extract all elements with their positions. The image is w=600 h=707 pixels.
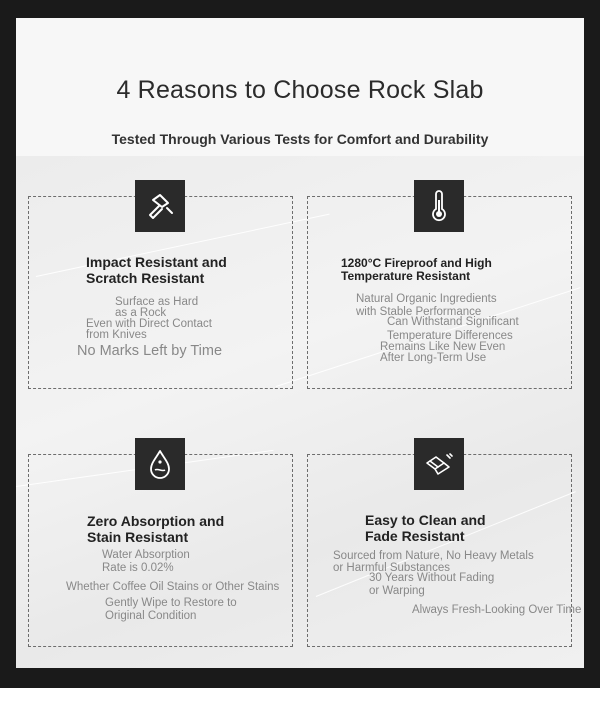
- card-heading-line: Temperature Resistant: [341, 269, 471, 283]
- card-text-line: Water Absorption: [102, 549, 190, 561]
- card-text-line: Always Fresh-Looking Over Time: [412, 604, 582, 616]
- feature-icon-box: [135, 438, 185, 490]
- water-drop-icon: [145, 448, 175, 480]
- hammer-icon: [145, 191, 175, 221]
- card-heading-line: Scratch Resistant: [86, 270, 205, 286]
- card-text-line: Whether Coffee Oil Stains or Other Stains: [66, 581, 280, 593]
- card-text-line: Surface as Hard: [115, 296, 199, 308]
- card-text-line: from Knives: [86, 329, 147, 341]
- card-heading-line: Zero Absorption and: [87, 513, 225, 529]
- thermometer-icon: [424, 190, 454, 222]
- card-text-line: Gently Wipe to Restore to: [105, 597, 237, 609]
- feature-icon-box: [414, 438, 464, 490]
- card-heading-line: Fade Resistant: [365, 528, 465, 544]
- card-heading-line: Easy to Clean and: [365, 512, 486, 528]
- header: [16, 18, 584, 156]
- card-highlight: No Marks Left by Time: [77, 343, 223, 359]
- page-subtitle: Tested Through Various Tests for Comfort and Durability: [111, 131, 489, 147]
- card-text-line: Can Withstand Significant: [387, 316, 519, 328]
- bottom-border: [16, 668, 584, 688]
- card-heading-line: Stain Resistant: [87, 529, 189, 545]
- card-text-line: or Harmful Substances: [333, 562, 450, 574]
- card-text-line: Original Condition: [105, 610, 197, 622]
- card-text-line: Even with Direct Contact: [86, 318, 212, 330]
- card-heading-line: 1280°C Fireproof and High: [341, 256, 492, 270]
- card-text-line: 30 Years Without Fading: [369, 572, 495, 584]
- card-text-line: with Stable Performance: [356, 306, 482, 318]
- card-text-line: as a Rock: [115, 307, 167, 319]
- card-text-line: Natural Organic Ingredients: [356, 293, 497, 305]
- card-text-line: or Warping: [369, 585, 425, 597]
- page-title: 4 Reasons to Choose Rock Slab: [116, 76, 484, 104]
- card-text-line: Sourced from Nature, No Heavy Metals: [333, 550, 534, 562]
- card-text-line: Remains Like New Even: [380, 341, 506, 353]
- card-text-line: Temperature Differences: [387, 330, 513, 342]
- card-text-line: Rate is 0.02%: [102, 562, 174, 574]
- card-heading-line: Impact Resistant and: [86, 254, 227, 270]
- wipe-hand-icon: [422, 449, 456, 479]
- card-text-line: After Long-Term Use: [380, 352, 487, 364]
- feature-icon-box: [135, 180, 185, 232]
- feature-icon-box: [414, 180, 464, 232]
